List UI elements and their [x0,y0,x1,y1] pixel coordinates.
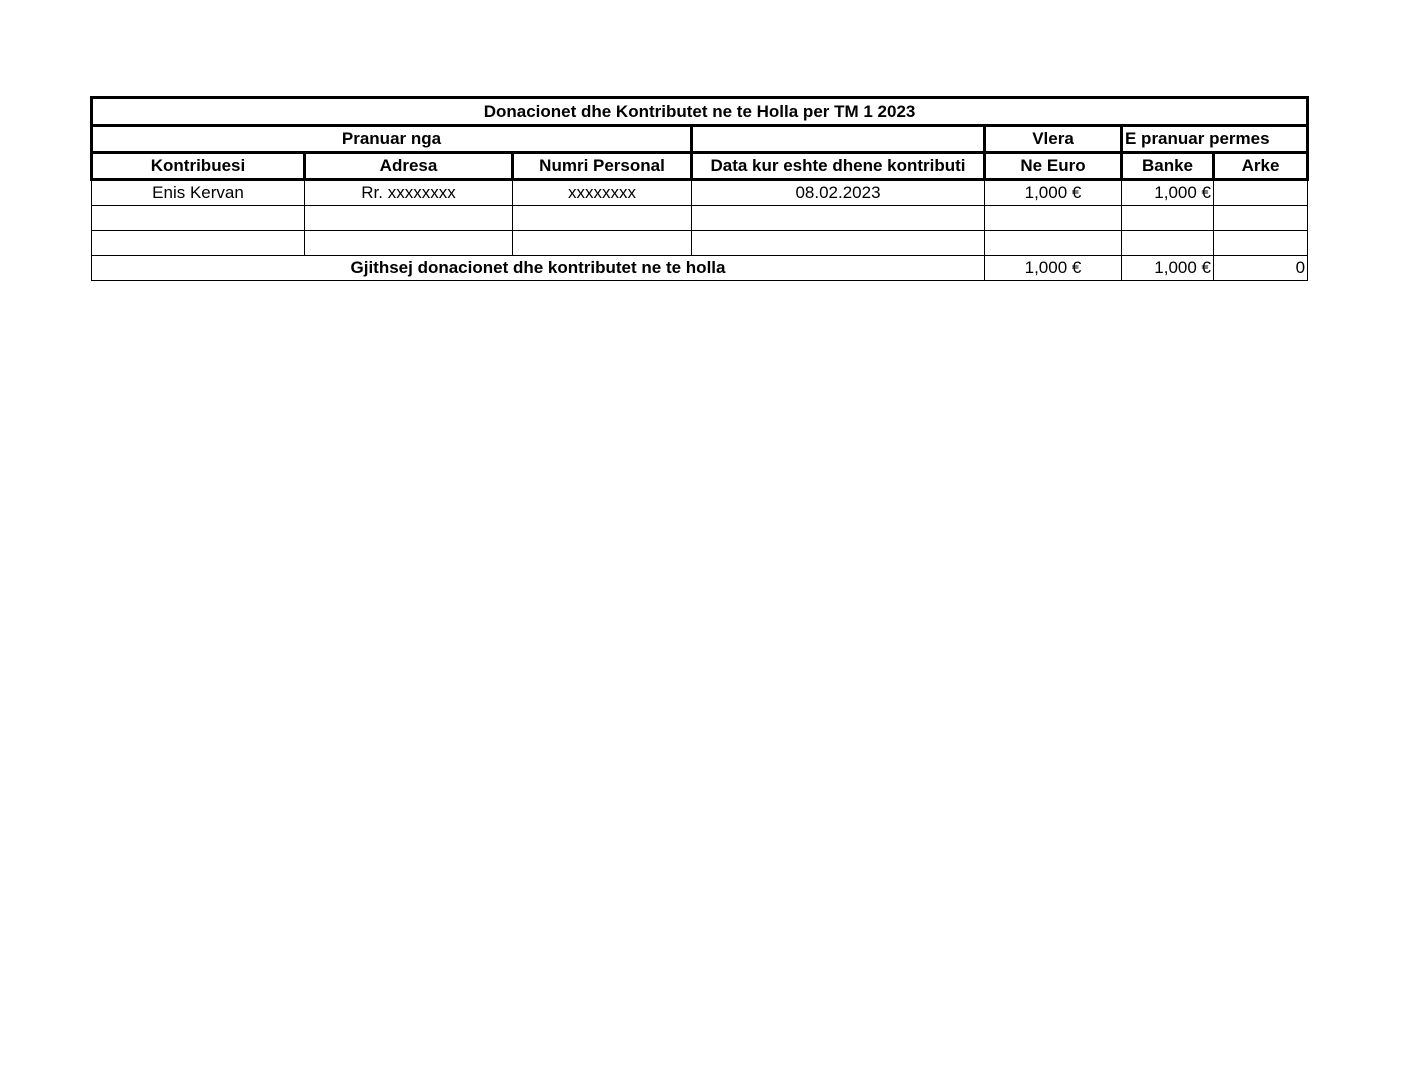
table-row [92,180,1308,206]
total-bank: 1,000 € [1122,256,1214,281]
cell-personal-number [513,206,692,231]
cell-euro: 1,000 € [985,180,1122,206]
header-address: Adresa [305,153,513,180]
blank-header [692,126,985,153]
table-row [92,231,1308,256]
received-via-header: E pranuar permes [1122,126,1308,153]
cell-bank [1122,231,1214,256]
total-row [92,256,1308,281]
title-row [92,98,1308,126]
cell-address [305,231,513,256]
header-contributor: Kontribuesi [92,153,305,180]
group-header-row [92,126,1308,153]
cell-personal-number: xxxxxxxx [513,180,692,206]
cell-euro [985,206,1122,231]
donations-sheet [90,96,1309,281]
total-cash: 0 [1214,256,1308,281]
header-euro: Ne Euro [985,153,1122,180]
total-label: Gjithsej donacionet dhe kontributet ne te holla [92,256,985,281]
cell-bank: 1,000 € [1122,180,1214,206]
cell-date [692,231,985,256]
donations-table [90,96,1309,281]
header-personal-number: Numri Personal [513,153,692,180]
received-from-header: Pranuar nga [92,126,692,153]
cell-address: Rr. xxxxxxxx [305,180,513,206]
column-header-row [92,153,1308,180]
cell-personal-number [513,231,692,256]
cell-cash [1214,231,1308,256]
cell-date: 08.02.2023 [692,180,985,206]
cell-cash [1214,206,1308,231]
table-row [92,206,1308,231]
cell-date [692,206,985,231]
value-header: Vlera [985,126,1122,153]
header-date: Data kur eshte dhene kontributi [692,153,985,180]
cell-address [305,206,513,231]
total-euro: 1,000 € [985,256,1122,281]
cell-contributor [92,206,305,231]
header-bank: Banke [1122,153,1214,180]
cell-contributor [92,231,305,256]
cell-bank [1122,206,1214,231]
cell-euro [985,231,1122,256]
header-cash: Arke [1214,153,1308,180]
cell-cash [1214,180,1308,206]
cell-contributor: Enis Kervan [92,180,305,206]
table-title: Donacionet dhe Kontributet ne te Holla per TM 1 2023 [92,98,1308,126]
